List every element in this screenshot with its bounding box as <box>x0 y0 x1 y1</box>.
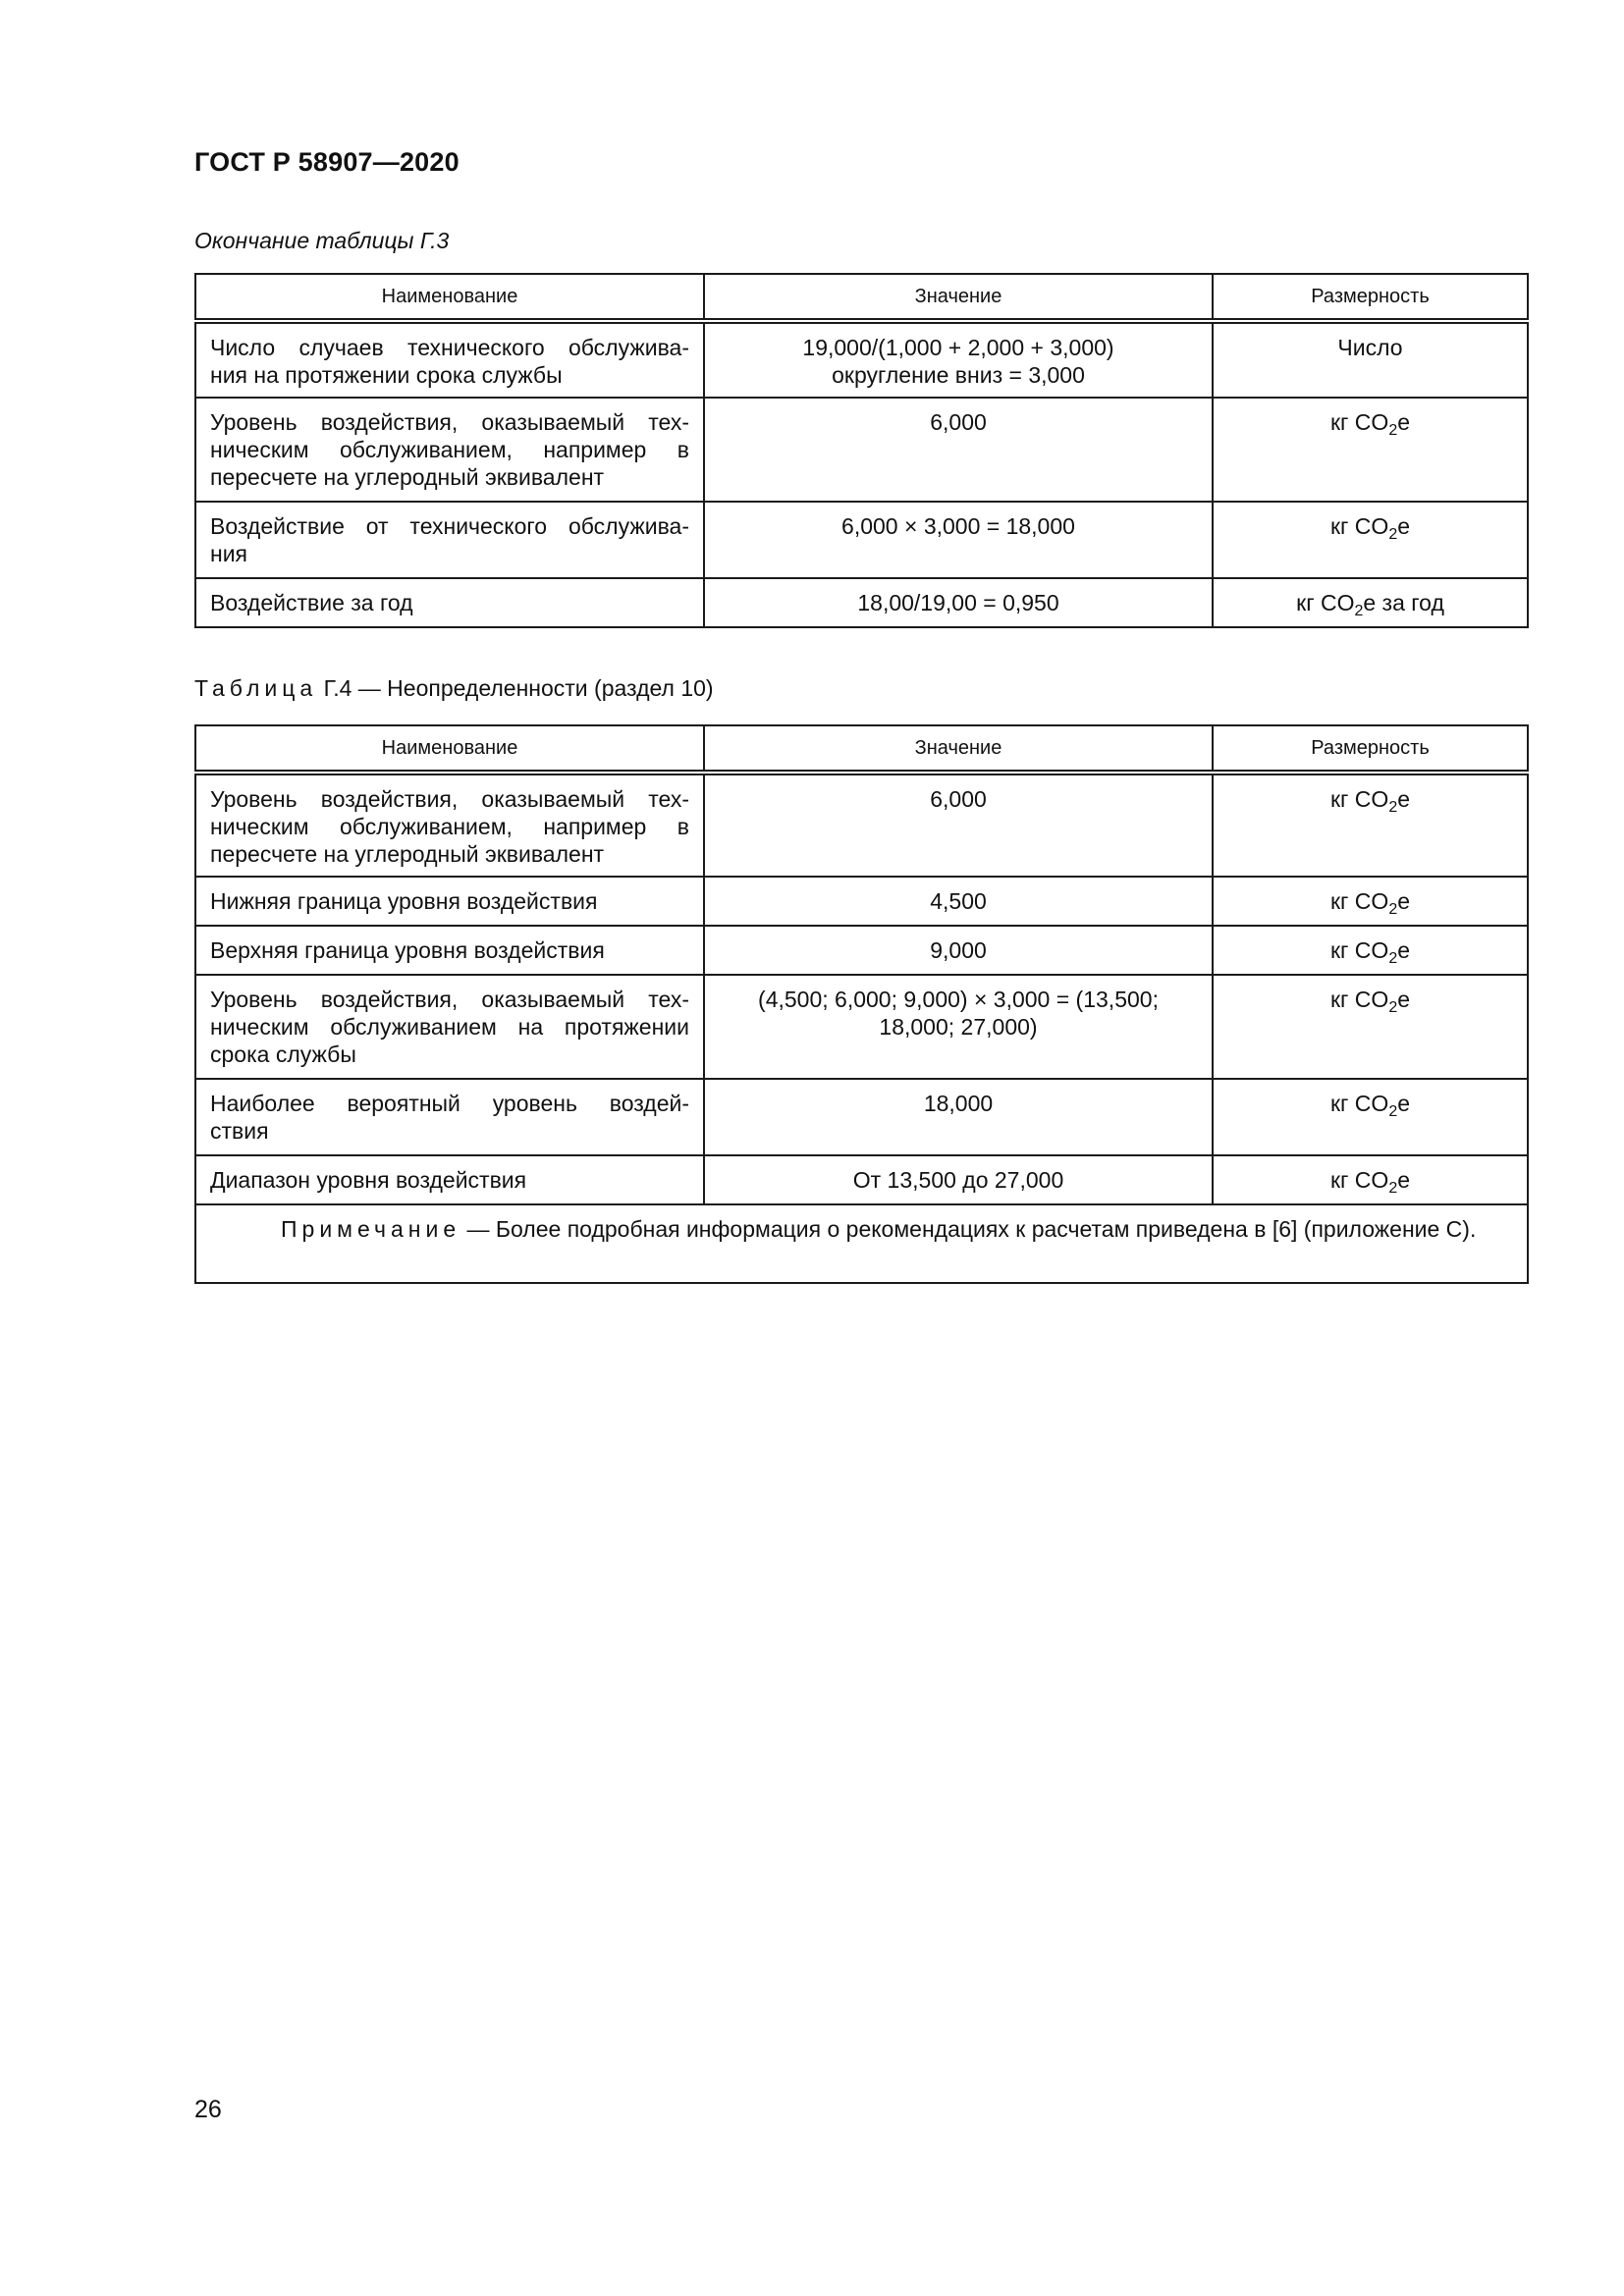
cell-unit <box>1213 398 1528 502</box>
table-g4-caption <box>194 675 714 702</box>
cell-name-line: ническим обслуживанием на протяжении <box>210 1014 689 1040</box>
cell-value: От 13,500 до 27,000 <box>704 1155 1213 1204</box>
cell-unit <box>1213 926 1528 975</box>
cell-value: 18,00/19,00 = 0,950 <box>704 578 1213 627</box>
unit-subscript: 2 <box>1388 901 1398 918</box>
unit-suffix: e <box>1397 937 1411 963</box>
cell-value <box>704 975 1213 1079</box>
cell-name <box>195 502 704 578</box>
cell-value: 6,000 <box>704 773 1213 877</box>
cell-name-line: пересчете на углеродный эквивалент <box>210 464 605 490</box>
column-header-unit: Размерность <box>1213 725 1528 773</box>
table-row <box>195 398 1528 502</box>
cell-name-line: Верхняя граница уровня воздействия <box>210 937 605 963</box>
cell-name-line: ния на протяжении срока службы <box>210 362 563 388</box>
cell-name <box>195 975 704 1079</box>
cell-unit: Число <box>1213 321 1528 398</box>
cell-name-line: Воздействие за год <box>210 590 413 615</box>
column-header-unit: Размерность <box>1213 274 1528 321</box>
unit-suffix: e <box>1397 513 1411 539</box>
column-header-value: Значение <box>704 274 1213 321</box>
table-row <box>195 1155 1528 1204</box>
cell-name-line: ническим обслуживанием, например в <box>210 437 689 462</box>
table-g3-caption: Окончание таблицы Г.3 <box>194 228 450 253</box>
table-g4 <box>194 724 1529 1284</box>
note-label: Примечание <box>281 1216 461 1242</box>
cell-name-line: ствия <box>210 1118 269 1144</box>
cell-name-line: Уровень воздействия, оказываемый тех- <box>210 987 689 1012</box>
unit-suffix: e <box>1397 888 1411 914</box>
table-row <box>195 1079 1528 1155</box>
cell-name <box>195 1079 704 1155</box>
cell-name-line: срока службы <box>210 1041 356 1067</box>
cell-value-line: 19,000/(1,000 + 2,000 + 3,000) <box>802 335 1114 360</box>
unit-prefix: кг CO <box>1329 888 1389 914</box>
cell-name-line: Диапазон уровня воздействия <box>210 1167 527 1193</box>
cell-name-line: Нижняя граница уровня воздействия <box>210 888 598 914</box>
table-note-row <box>195 1204 1528 1283</box>
cell-name <box>195 773 704 877</box>
cell-name-line: Число случаев технического обслужива- <box>210 335 689 360</box>
table-row <box>195 926 1528 975</box>
cell-name-line: ния <box>210 541 248 566</box>
cell-name <box>195 926 704 975</box>
cell-value: 9,000 <box>704 926 1213 975</box>
cell-value-line: (4,500; 6,000; 9,000) × 3,000 = (13,500; <box>758 987 1159 1012</box>
table-header-row <box>195 274 1528 321</box>
unit-prefix: кг CO <box>1329 987 1389 1012</box>
cell-value-line: 18,000; 27,000) <box>879 1014 1038 1040</box>
unit-subscript: 2 <box>1388 422 1398 439</box>
table-row <box>195 321 1528 398</box>
unit-subscript: 2 <box>1388 526 1398 543</box>
cell-unit <box>1213 1079 1528 1155</box>
cell-name-line: Наиболее вероятный уровень воздей- <box>210 1091 689 1116</box>
cell-unit <box>1213 975 1528 1079</box>
unit-suffix: e <box>1397 786 1411 812</box>
cell-name <box>195 1155 704 1204</box>
table-row <box>195 877 1528 926</box>
cell-value-line: округление вниз = 3,000 <box>832 362 1085 388</box>
column-header-name: Наименование <box>195 274 704 321</box>
table-g4-caption-label: Таблица <box>194 675 318 701</box>
unit-prefix: кг CO <box>1329 786 1389 812</box>
cell-name-line: Уровень воздействия, оказываемый тех- <box>210 409 689 435</box>
cell-value: 4,500 <box>704 877 1213 926</box>
note-text: — Более подробная информация о рекомендациях к расчетам приведена в [6] (приложение С). <box>460 1216 1477 1242</box>
cell-value <box>704 321 1213 398</box>
table-row <box>195 578 1528 627</box>
cell-unit <box>1213 578 1528 627</box>
cell-value: 6,000 × 3,000 = 18,000 <box>704 502 1213 578</box>
unit-suffix: e за год <box>1363 590 1444 615</box>
table-note <box>195 1204 1528 1283</box>
unit-prefix: кг CO <box>1329 513 1389 539</box>
unit-subscript: 2 <box>1388 1180 1398 1197</box>
unit-suffix: e <box>1397 409 1411 435</box>
cell-name-line: Воздействие от технического обслужива- <box>210 513 689 539</box>
unit-suffix: e <box>1397 1091 1411 1116</box>
cell-value: 6,000 <box>704 398 1213 502</box>
unit-prefix: кг CO <box>1296 590 1355 615</box>
unit-subscript: 2 <box>1354 603 1364 619</box>
table-row <box>195 773 1528 877</box>
cell-unit <box>1213 1155 1528 1204</box>
cell-unit <box>1213 877 1528 926</box>
cell-value: 18,000 <box>704 1079 1213 1155</box>
unit-subscript: 2 <box>1388 1103 1398 1120</box>
table-row <box>195 502 1528 578</box>
unit-suffix: e <box>1397 987 1411 1012</box>
cell-name <box>195 877 704 926</box>
unit-prefix: кг CO <box>1329 937 1389 963</box>
page-number: 26 <box>194 2096 222 2123</box>
table-row <box>195 975 1528 1079</box>
table-g4-caption-text: Г.4 — Неопределенности (раздел 10) <box>317 675 714 701</box>
cell-unit <box>1213 502 1528 578</box>
cell-name-line: Уровень воздействия, оказываемый тех- <box>210 786 689 812</box>
unit-prefix: кг CO <box>1329 1091 1389 1116</box>
cell-name <box>195 578 704 627</box>
unit-prefix: кг CO <box>1329 409 1389 435</box>
cell-name-line: пересчете на углеродный эквивалент <box>210 841 605 867</box>
unit-prefix: кг CO <box>1329 1167 1389 1193</box>
unit-subscript: 2 <box>1388 999 1398 1016</box>
unit-subscript: 2 <box>1388 950 1398 967</box>
document-title: ГОСТ Р 58907—2020 <box>194 147 460 177</box>
cell-unit <box>1213 773 1528 877</box>
column-header-value: Значение <box>704 725 1213 773</box>
table-header-row <box>195 725 1528 773</box>
cell-name <box>195 321 704 398</box>
table-g3 <box>194 273 1529 628</box>
unit-subscript: 2 <box>1388 799 1398 816</box>
cell-name <box>195 398 704 502</box>
cell-name-line: ническим обслуживанием, например в <box>210 814 689 839</box>
unit-suffix: e <box>1397 1167 1411 1193</box>
column-header-name: Наименование <box>195 725 704 773</box>
